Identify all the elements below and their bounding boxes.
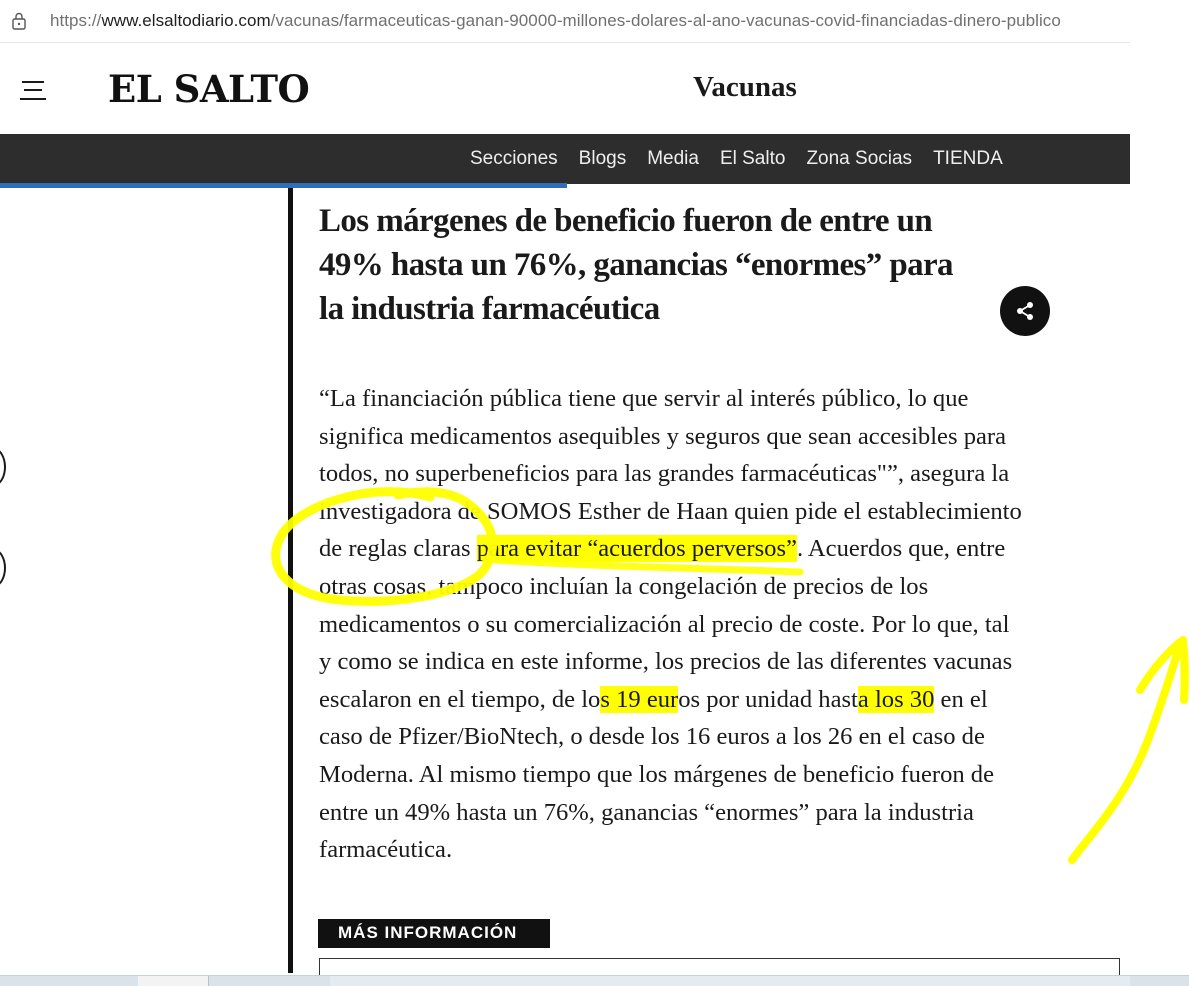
highlighted-text: para evitar “acuerdos perversos” [476, 535, 797, 563]
reading-progress-bar [0, 183, 567, 188]
paragraph-line: “La financiación pública tiene que servir al interés público, lo que [319, 385, 969, 412]
paragraph-line: y como se indica en este informe, los precios de las diferentes vacunas [319, 648, 1013, 676]
nav-item-el-salto[interactable]: El Salto [719, 148, 786, 169]
nav-item-secciones[interactable]: Secciones [470, 148, 558, 169]
nav-item-tienda[interactable]: TIENDA [933, 148, 1003, 169]
paragraph-line: Moderna. Al mismo tiempo que los márgenes de beneficio fueron de [319, 760, 995, 788]
share-icon [1014, 300, 1036, 322]
text-segment: . Acuerdos que, entre [796, 535, 1006, 563]
paragraph-line: medicamentos o su comercialización al precio de coste. Por lo que, tal [319, 610, 1010, 638]
left-edge-partial-button[interactable] [0, 549, 6, 587]
nav-item-media[interactable]: Media [647, 148, 699, 169]
article-headline [319, 199, 1009, 331]
paragraph-line [319, 530, 1119, 568]
nav-item-blogs[interactable]: Blogs [578, 148, 627, 169]
text-segment: escalaron en el tiempo, de lo [319, 685, 601, 713]
headline-line: la industria farmacéutica [319, 291, 660, 327]
paragraph-line: investigadora de SOMOS Esther de Haan quien pide el establecimiento [319, 497, 1022, 525]
menu-icon[interactable] [20, 79, 46, 101]
section-title[interactable]: Vacunas [693, 71, 797, 103]
site-header [0, 43, 1130, 134]
nav-items [470, 134, 1003, 184]
nav-item-zona-socias[interactable]: Zona Socias [806, 148, 913, 169]
text-segment: os por unidad hast [678, 685, 858, 713]
paragraph-line: farmacéutica. [319, 836, 453, 864]
paragraph-line: entre un 49% hasta un 76%, ganancias “enormes” para la industria [319, 798, 974, 826]
highlighted-text: a los 30 [857, 685, 935, 713]
headline-line: Los márgenes de beneficio fueron de entre un [319, 203, 933, 239]
main-navigation [0, 134, 1130, 184]
browser-address-bar[interactable] [0, 0, 1130, 43]
url-path: /vacunas/farmaceuticas-ganan-90000-millones-dolares-al-ano-vacunas-covid-financiadas-dinero-publico [270, 11, 1061, 30]
article-vertical-rule [288, 188, 293, 973]
paragraph-line [319, 681, 1119, 719]
left-edge-partial-button[interactable] [0, 448, 6, 486]
more-info-text: MÁS INFORMACIÓN [338, 923, 518, 942]
more-info-label [318, 919, 550, 948]
url-domain: www.elsaltodiario.com [101, 11, 271, 30]
site-logo[interactable]: EL SALTO [108, 67, 310, 111]
annotation-arrow-head [1140, 640, 1185, 700]
share-button[interactable] [1000, 286, 1050, 336]
paragraph-line: significa medicamentos asequibles y seguros que sean accesibles para [319, 422, 1007, 450]
article-paragraph [319, 380, 1119, 869]
text-segment: de reglas claras [319, 535, 477, 563]
paragraph-line: caso de Pfizer/BioNtech, o desde los 16 euros a los 26 en el caso de [319, 723, 985, 751]
headline-line: 49% hasta un 76%, ganancias “enormes” para [319, 247, 953, 283]
url-prefix: https:// [50, 11, 102, 30]
paragraph-line: todos, no superbeneficios para las grandes farmacéuticas"”, asegura la [319, 460, 1010, 488]
paragraph-line: otras cosas, tampoco incluían la congelación de precios de los [319, 572, 929, 600]
highlighted-text: s 19 eur [600, 685, 679, 713]
lock-icon [12, 12, 26, 30]
url-text[interactable] [50, 11, 1061, 31]
text-segment: en el [934, 685, 988, 713]
taskbar [0, 975, 1189, 986]
